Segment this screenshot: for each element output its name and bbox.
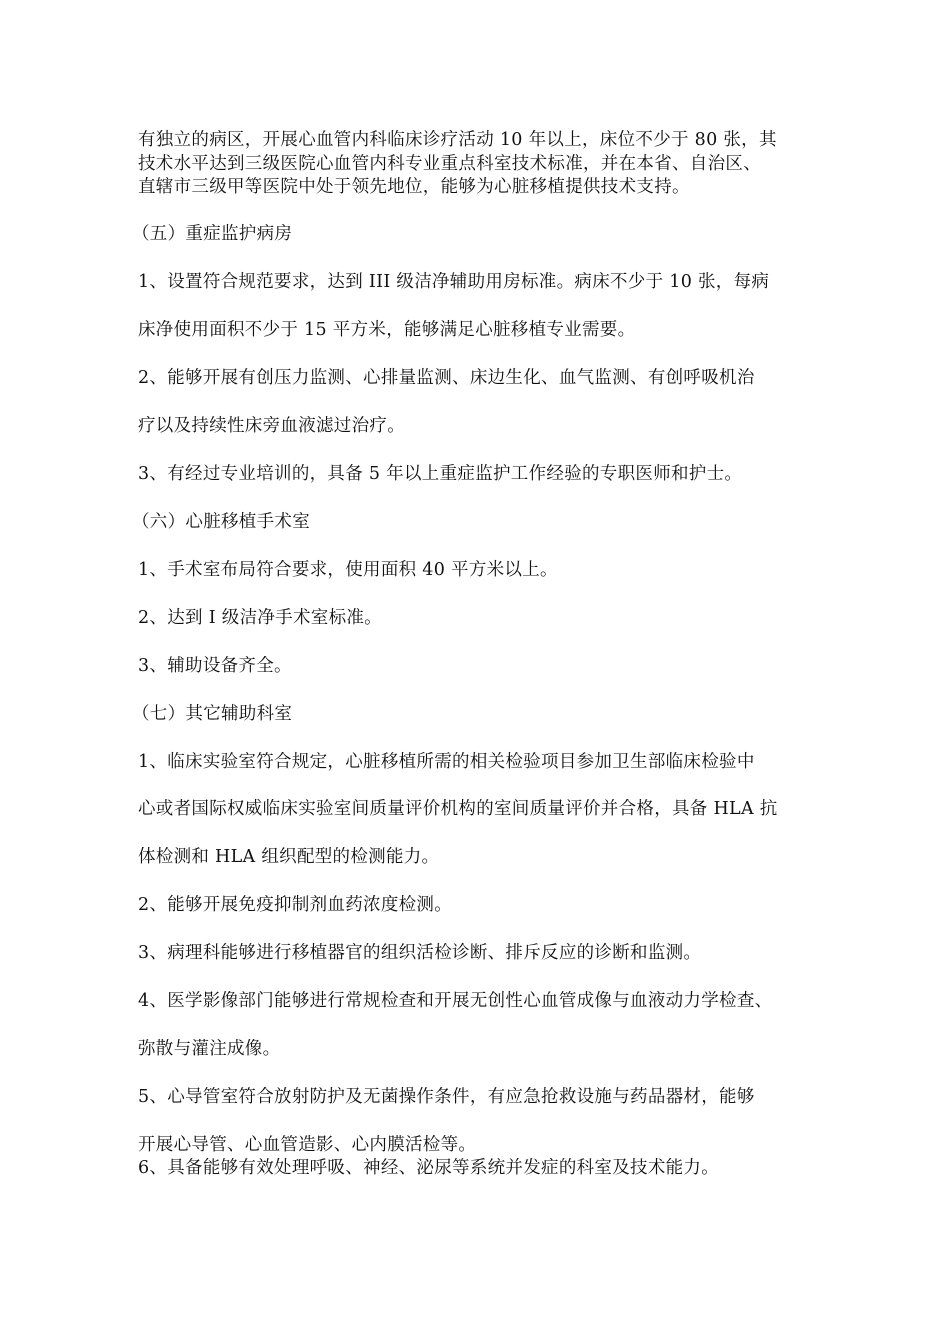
section-5-item-2-line-1: 2、能够开展有创压力监测、心排量监测、床边生化、血气监测、有创呼吸机治 <box>138 368 755 388</box>
section-5-item-2-line-2: 疗以及持续性床旁血液滤过治疗。 <box>138 416 405 436</box>
document-page <box>132 0 818 1344</box>
section-6-item-3: 3、辅助设备齐全。 <box>138 656 292 676</box>
section-7-item-1-line-2: 心或者国际权威临床实验室间质量评价机构的室间质量评价并合格，具备 HLA 抗 <box>138 799 778 819</box>
intro-line-2: 技术水平达到三级医院心血管内科专业重点科室技术标准，并在本省、自治区、 <box>138 154 761 174</box>
section-6-heading: （六）心脏移植手术室 <box>132 512 310 532</box>
section-7-item-1-line-3: 体检测和 HLA 组织配型的检测能力。 <box>138 847 440 867</box>
section-5-item-3: 3、有经过专业培训的，具备 5 年以上重症监护工作经验的专职医师和护士。 <box>138 464 743 484</box>
section-7-item-4-line-1: 4、医学影像部门能够进行常规检查和开展无创性心血管成像与血液动力学检查、 <box>138 991 773 1011</box>
section-7-heading: （七）其它辅助科室 <box>132 704 293 724</box>
section-6-item-1: 1、手术室布局符合要求，使用面积 40 平方米以上。 <box>138 560 558 580</box>
section-5-item-1-line-2: 床净使用面积不少于 15 平方米，能够满足心脏移植专业需要。 <box>138 320 636 340</box>
section-6-item-2: 2、达到 I 级洁净手术室标准。 <box>138 608 382 628</box>
section-7-item-6: 6、具备能够有效处理呼吸、神经、泌尿等系统并发症的科室及技术能力。 <box>138 1158 720 1178</box>
intro-line-1: 有独立的病区，开展心血管内科临床诊疗活动 10 年以上，床位不少于 80 张，其 <box>138 130 777 150</box>
section-7-item-4-line-2: 弥散与灌注成像。 <box>138 1039 281 1059</box>
section-7-item-5-line-2: 开展心导管、心血管造影、心内膜活检等。 <box>138 1135 477 1155</box>
section-5-item-1-line-1: 1、设置符合规范要求，达到 III 级洁净辅助用房标准。病床不少于 10 张，每病 <box>138 272 770 292</box>
section-7-item-5-line-1: 5、心导管室符合放射防护及无菌操作条件，有应急抢救设施与药品器材，能够 <box>138 1087 755 1107</box>
section-5-heading: （五）重症监护病房 <box>132 224 293 244</box>
section-7-item-3: 3、病理科能够进行移植器官的组织活检诊断、排斥反应的诊断和监测。 <box>138 943 702 963</box>
section-7-item-1-line-1: 1、临床实验室符合规定，心脏移植所需的相关检验项目参加卫生部临床检验中 <box>138 752 755 772</box>
section-7-item-2: 2、能够开展免疫抑制剂血药浓度检测。 <box>138 895 453 915</box>
intro-line-3: 直辖市三级甲等医院中处于领先地位，能够为心脏移植提供技术支持。 <box>138 177 690 197</box>
